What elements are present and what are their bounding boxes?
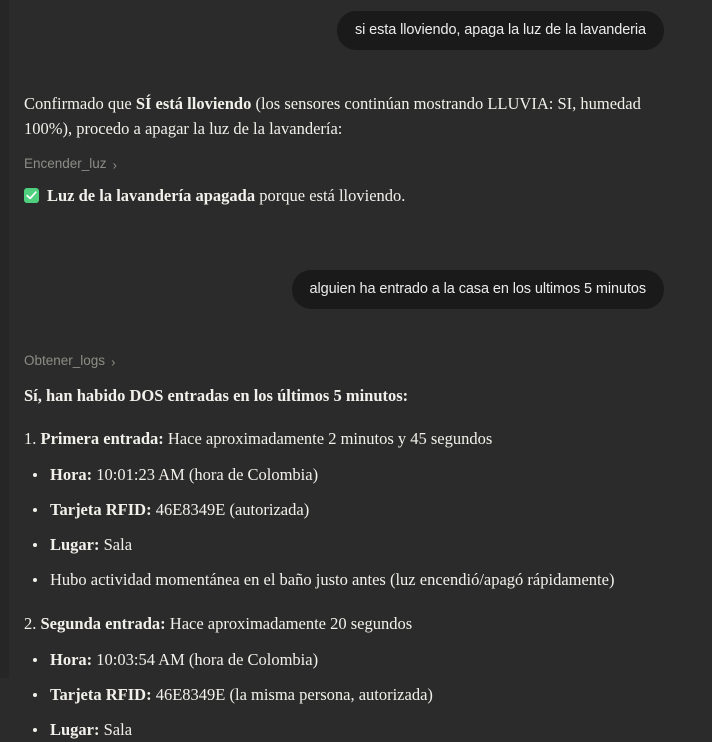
user-message-bubble-2[interactable]: alguien ha entrado a la casa en los ultimos 5 minutos <box>292 270 664 309</box>
bullet-value: 10:01:23 AM (hora de Colombia) <box>92 465 319 484</box>
entry-2-title <box>24 612 664 636</box>
chevron-right-icon: › <box>112 157 117 172</box>
tool-call-obtener-logs[interactable] <box>24 352 115 370</box>
assistant-message <box>24 91 664 208</box>
bullet-value: 10:03:54 AM (hora de Colombia) <box>92 650 319 669</box>
bullet-value: Sala <box>99 535 133 554</box>
list-item <box>24 683 664 707</box>
list-item <box>24 648 664 672</box>
entry-2-bullets <box>24 648 664 742</box>
assistant-message-2 <box>24 352 664 742</box>
entry-2-number: 2. <box>24 614 41 633</box>
entries-heading: Sí, han habido DOS entradas en los últimos 5 minutos: <box>24 386 409 405</box>
assistant-paragraph <box>24 91 646 141</box>
entry-2-detail: Hace aproximadamente 20 segundos <box>165 614 413 633</box>
entry-1-number: 1. <box>24 429 41 448</box>
entry-1-title <box>24 427 664 451</box>
list-item <box>24 463 664 487</box>
bullet-label: Hora: <box>50 465 93 484</box>
entry-1-detail: Hace aproximadamente 2 minutos y 45 segundos <box>163 429 493 448</box>
entry-1-bullets <box>24 463 664 592</box>
tool-result-line <box>24 184 664 208</box>
tool-result-emphasis: Luz de la lavandería apagada <box>47 186 256 205</box>
bullet-value: Sala <box>99 720 133 739</box>
entry-1-label: Primera entrada: <box>40 429 164 448</box>
tool-call-label: Encender_luz <box>24 156 107 171</box>
tool-result-rest: porque está lloviendo. <box>255 186 406 205</box>
paragraph-post-text: (los sensores continúan mostrando LLUVIA: SI, humedad 100%), procedo a apagar la luz de la lavandería: <box>24 94 641 138</box>
bullet-label: Lugar: <box>50 535 100 554</box>
bullet-label: Tarjeta RFID: <box>50 500 152 519</box>
bullet-value: 46E8349E (autorizada) <box>151 500 310 519</box>
user-message-row-2 <box>24 270 664 309</box>
bullet-label: Lugar: <box>50 720 100 739</box>
list-item <box>24 533 664 557</box>
user-message-row <box>24 11 664 50</box>
entry-2-label: Segunda entrada: <box>40 614 166 633</box>
list-item <box>24 498 664 522</box>
paragraph-emphasis: SÍ está lloviendo <box>135 94 252 113</box>
chevron-right-icon-2: › <box>111 354 116 369</box>
bullet-label: Tarjeta RFID: <box>50 685 152 704</box>
bullet-label: Hora: <box>50 650 93 669</box>
paragraph-pre-text: Confirmado que <box>24 94 136 113</box>
tool-result-text <box>47 184 405 208</box>
check-square-icon <box>24 188 39 203</box>
bullet-value: Hubo actividad momentánea en el baño justo antes (luz encendió/apagó rápidamente) <box>50 570 615 589</box>
tool-call-label-2: Obtener_logs <box>24 353 106 368</box>
list-item <box>24 568 664 592</box>
bullet-value: 46E8349E (la misma persona, autorizada) <box>151 685 433 704</box>
list-item <box>24 718 664 742</box>
user-message-bubble[interactable]: si esta lloviendo, apaga la luz de la lavanderia <box>337 11 664 50</box>
tool-call-encender-luz[interactable] <box>24 155 117 173</box>
